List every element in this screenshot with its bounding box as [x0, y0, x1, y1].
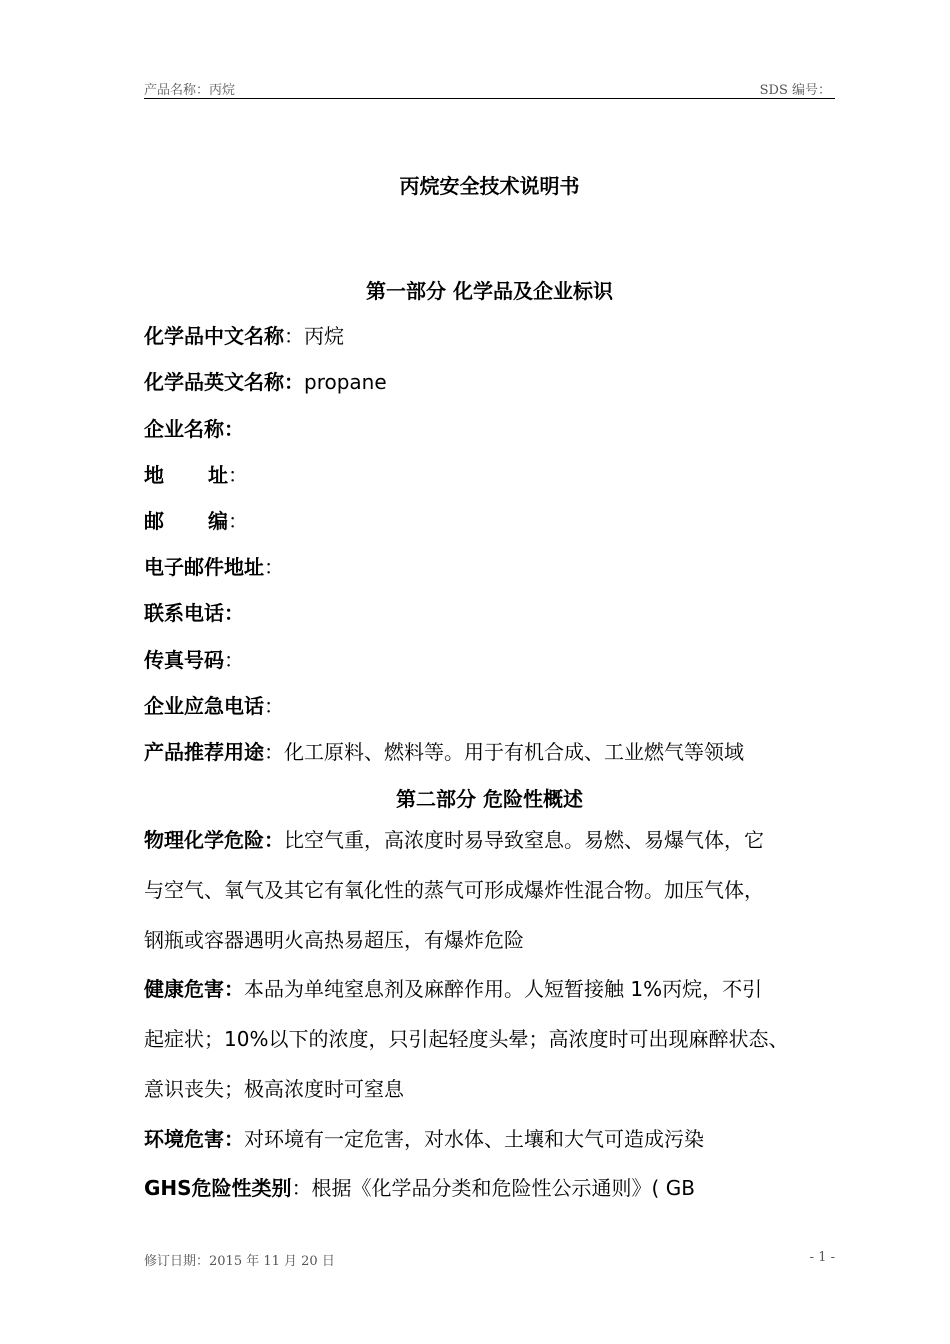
- health-hazard-label: 健康危害：: [144, 977, 244, 1001]
- field-emergency-phone: [144, 690, 844, 719]
- health-hazard-line-2: 起症状；10%以下的浓度，只引起轻度头晕；高浓度时可出现麻醉状态、: [144, 1027, 789, 1051]
- section2-title: 第二部分 危险性概述: [396, 787, 583, 811]
- field-en-name-value: propane: [304, 370, 387, 394]
- field-company-label: 企业名称：: [144, 417, 244, 441]
- field-email: [144, 551, 844, 580]
- field-en-name-label: 化学品英文名称：: [144, 370, 304, 394]
- field-address: [144, 459, 844, 488]
- page-header: [144, 78, 835, 99]
- section1-title: 第一部分 化学品及企业标识: [366, 279, 613, 303]
- field-emergency-colon: ：: [264, 694, 284, 718]
- physical-hazard-line-2: 与空气、氧气及其它有氧化性的蒸气可形成爆炸性混合物。加压气体，: [144, 878, 764, 902]
- field-fax-colon: ：: [224, 648, 244, 672]
- field-fax-label: 传真号码: [144, 648, 224, 672]
- field-email-colon: ：: [264, 555, 284, 579]
- health-hazard-line-3: 意识丧失；极高浓度时可窒息: [144, 1077, 404, 1101]
- field-postcode-label-2: 编: [208, 509, 228, 533]
- field-postcode-colon: ：: [228, 509, 248, 533]
- field-cn-name-label: 化学品中文名称: [144, 324, 284, 348]
- field-address-label-2: 址: [208, 463, 228, 487]
- field-fax: [144, 644, 844, 673]
- field-cn-name-value: ：丙烷: [284, 324, 344, 348]
- field-phone: [144, 597, 844, 626]
- ghs-text: ：根据《化学品分类和危险性公示通则》( GB: [291, 1176, 695, 1200]
- document-title: 丙烷安全技术说明书: [399, 174, 580, 198]
- environment-hazard-label: 环境危害：: [144, 1127, 244, 1151]
- field-email-label: 电子邮件地址: [144, 555, 264, 579]
- ghs-label: GHS危险性类别: [144, 1176, 292, 1200]
- physical-hazard-label: 物理化学危险：: [144, 828, 284, 852]
- health-hazard-line-1: 本品为单纯窒息剂及麻醉作用。人短暂接触 1%丙烷，不引: [244, 977, 763, 1001]
- ghs-paragraph: [144, 1174, 844, 1224]
- field-address-label-1: 地: [144, 463, 164, 487]
- field-cn-name: [144, 320, 844, 349]
- physical-hazard-line-1: 比空气重，高浓度时易导致窒息。易燃、易爆气体，它: [284, 828, 764, 852]
- header-product-name: 产品名称：丙烷: [144, 83, 236, 98]
- environment-hazard-text: 对环境有一定危害，对水体、土壤和大气可造成污染: [244, 1127, 704, 1151]
- field-company: [144, 413, 844, 442]
- footer-revision-date: 修订日期：2015 年 11 月 20 日: [144, 1254, 335, 1269]
- health-hazard-paragraph: [144, 975, 844, 1125]
- field-phone-label: 联系电话：: [144, 601, 244, 625]
- field-postcode: [144, 505, 844, 534]
- field-usage-label: 产品推荐用途: [144, 740, 264, 764]
- field-usage: [144, 736, 844, 765]
- footer-page-number: - 1 -: [809, 1250, 835, 1265]
- physical-hazard-line-3: 钢瓶或容器遇明火高热易超压，有爆炸危险: [144, 928, 524, 952]
- field-address-colon: ：: [228, 463, 248, 487]
- field-postcode-label-1: 邮: [144, 509, 164, 533]
- field-emergency-label: 企业应急电话: [144, 694, 264, 718]
- environment-hazard-paragraph: [144, 1125, 844, 1175]
- field-en-name: [144, 366, 844, 395]
- field-usage-value: ：化工原料、燃料等。用于有机合成、工业燃气等领域: [264, 740, 744, 764]
- physical-hazard-paragraph: [144, 826, 844, 976]
- header-sds-number: SDS 编号：: [759, 83, 831, 98]
